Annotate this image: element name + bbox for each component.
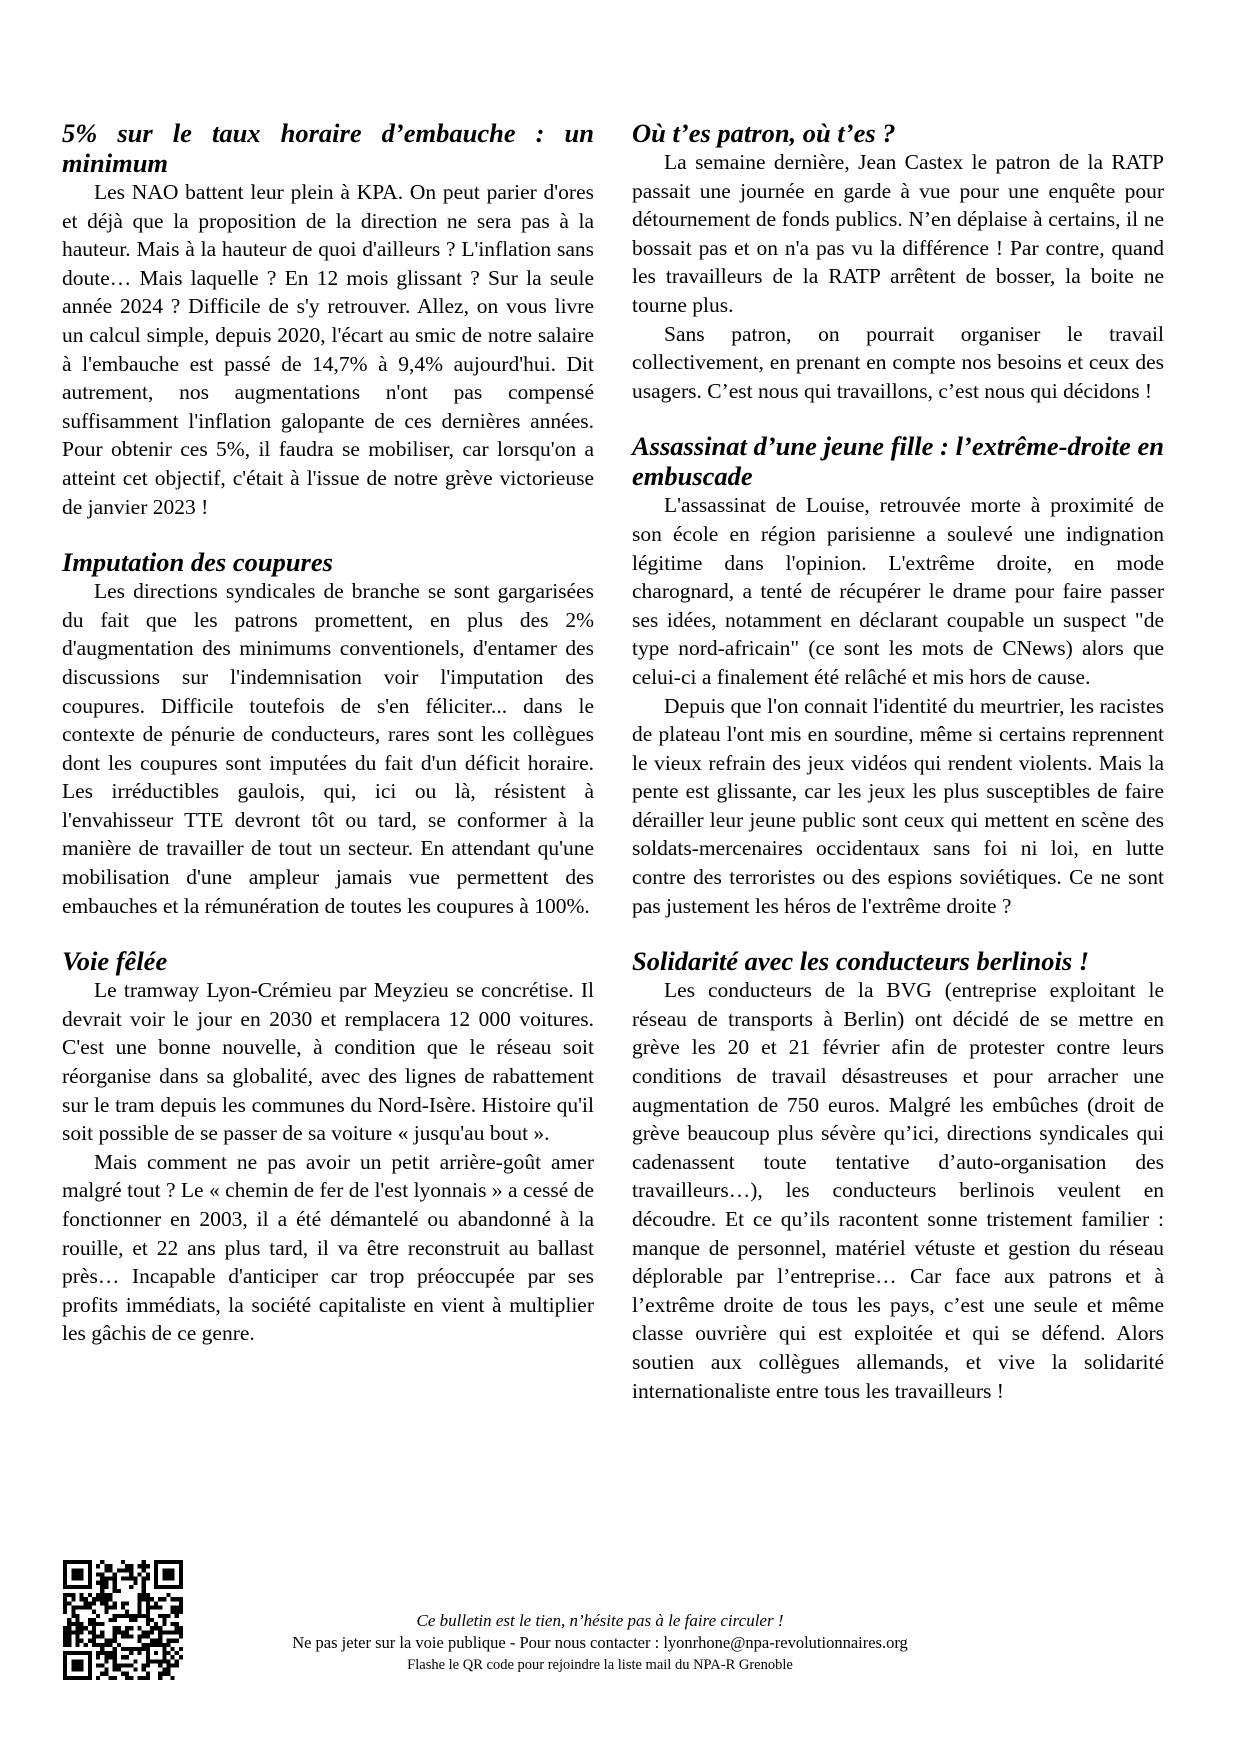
article-paragraph: La semaine dernière, Jean Castex le patron de la RATP passait une journée en garde à vue pour une enquête pour détournement de fonds publics. N’en déplaise à certains, il ne bossait pas et on n'a pas vu la différence ! Par contre, quand les travailleurs de la RATP arrêtent de bosser, la boite ne tourne plus.: [632, 150, 1164, 317]
article-embauche: [62, 118, 594, 521]
article-paragraph: Les conducteurs de la BVG (entreprise exploitant le réseau de transports à Berlin) ont décidé de se mettre en grève les 20 et 21 février afin de protester contre leurs conditions de travail désastreuses et pour arracher une augmentation de 750 euros. Malgré les embûches (droit de grève beaucoup plus sévère qu’ici, directions syndicales qui cadenassent toute tentative d’auto-organisation des travailleurs…), les conducteurs berlinois veulent en découdre. Et ce qu’ils racontent sonne tristement familier : manque de personnel, matériel vétuste et gestion du réseau déplorable par l’entreprise… Car face aux patrons et à l’extrême droite de tous les pays, c’est une seule et même classe ouvrière qui est exploitée et qui se défend. Alors soutien aux collègues allemands, et vive la solidarité internationaliste entre tous les travailleurs !: [632, 978, 1164, 1403]
article-paragraph: Depuis que l'on connait l'identité du meurtrier, les racistes de plateau l'ont mis en sourdine, même si certains reprennent le vieux refrain des jeux vidéos qui rendent violents. Mais la pente est glissante, car les jeux les plus susceptibles de faire dérailler leur jeune public sont ceux qui mettent en scène des soldats-mercenaires occidentaux sans foi ni loi, en lutte contre des terroristes ou des espions soviétiques. Ce ne sont pas justement les héros de l'extrême droite ?: [632, 693, 1164, 918]
article-title: Voie fêlée: [62, 946, 168, 977]
article-title: Imputation des coupures: [62, 547, 333, 578]
article-paragraph: Les NAO battent leur plein à KPA. On peut parier d'ores et déjà que la proposition de la direction ne sera pas à la hauteur. Mais à la hauteur de quoi d'ailleurs ? L'inflation sans doute… Mais laquelle ? En 12 mois glissant ? Sur la seule année 2024 ? Difficile de s'y retrouver. Allez, on vous livre un calcul simple, depuis 2020, l'écart au smic de notre salaire à l'embauche est passé de 14,7% à 9,4% aujourd'hui. Dit autrement, nos augmentations n'ont pas compensé suffisamment l'inflation galopante de ces dernières années. Pour obtenir ces 5%, il faudra se mobiliser, car lorsqu'on a atteint cet objectif, c'était à l'issue de notre grève victorieuse de janvier 2023 !: [62, 180, 594, 519]
qr-code-icon: [63, 1560, 183, 1680]
footer-slogan: Ce bulletin est le tien, n’hésite pas à le faire circuler !: [416, 1611, 784, 1630]
article-voie-felee: [62, 946, 594, 1348]
article-paragraph: Sans patron, on pourrait organiser le travail collectivement, en prenant en compte nos besoins et ceux des usagers. C’est nous qui travaillons, c’est nous qui décidons !: [632, 321, 1164, 403]
article-title: Assassinat d’une jeune fille : l’extrême-droite en embuscade: [632, 431, 1164, 492]
article-patron: [632, 118, 1164, 405]
left-column: [62, 118, 594, 1374]
article-title: 5% sur le taux horaire d’embauche : un minimum: [62, 118, 594, 178]
right-column: [632, 118, 1164, 1431]
article-paragraph: L'assassinat de Louise, retrouvée morte à proximité de son école en région parisienne a soulevé une indignation légitime dans l'opinion. L'extrême droite, en mode charognard, a tenté de récupérer le drame pour faire passer ses idées, notamment en déclarant coupable un suspect "de type nord-africain" (ce sont les mots de CNews) alors que celui-ci a finalement été relâché et mis hors de cause.: [632, 493, 1164, 689]
article-title: Solidarité avec les conducteurs berlinois !: [632, 946, 1090, 977]
article-title: Où t’es patron, où t’es ?: [632, 118, 896, 148]
footer-contact: Ne pas jeter sur la voie publique - Pour nous contacter : lyonrhone@npa-revolutionnaires.org: [292, 1633, 908, 1652]
article-paragraph: Les directions syndicales de branche se sont gargarisées du fait que les patrons promettent, en plus des 2% d'augmentation des minimums conventionels, d'entamer des discussions sur l'indemnisation voir l'imputation des coupures. Difficile toutefois de s'en féliciter... dans le contexte de pénurie de conducteurs, rares sont les collègues dont les coupures sont imputées du fait d'un déficit horaire. Les irréductibles gaulois, qui, ici ou là, résistent à l'envahisseur TTE devront tôt ou tard, se conformer à la manière de travailler de tout un secteur. En attendant qu'une mobilisation d'une ampleur jamais vue permettent des embauches et la rémunération de toutes les coupures à 100%.: [62, 579, 594, 918]
article-coupures: [62, 547, 594, 920]
article-berlin: [632, 946, 1164, 1405]
article-paragraph: Le tramway Lyon-Crémieu par Meyzieu se concrétise. Il devrait voir le jour en 2030 et remplacera 12 000 voitures. C'est une bonne nouvelle, à condition que le réseau soit réorganise dans sa globalité, avec des lignes de rabattement sur le tram depuis les communes du Nord-Isère. Histoire qu'il soit possible de se passer de sa voiture « jusqu'au bout ».: [62, 978, 594, 1146]
article-assassinat: [632, 431, 1164, 920]
article-paragraph: Mais comment ne pas avoir un petit arrière-goût amer malgré tout ? Le « chemin de fer de l'est lyonnais » a cessé de fonctionner en 2003, il a été démantelé ou abandonné à la rouille, et 22 ans plus tard, il va être reconstruit au ballast près… Incapable d'anticiper car trop préoccupée par ses profits immédiats, la société capitaliste en vient à multiplier les gâchis de ce genre.: [62, 1149, 594, 1346]
footer-qr-note: Flashe le QR code pour rejoindre la liste mail du NPA-R Grenoble: [407, 1657, 793, 1673]
